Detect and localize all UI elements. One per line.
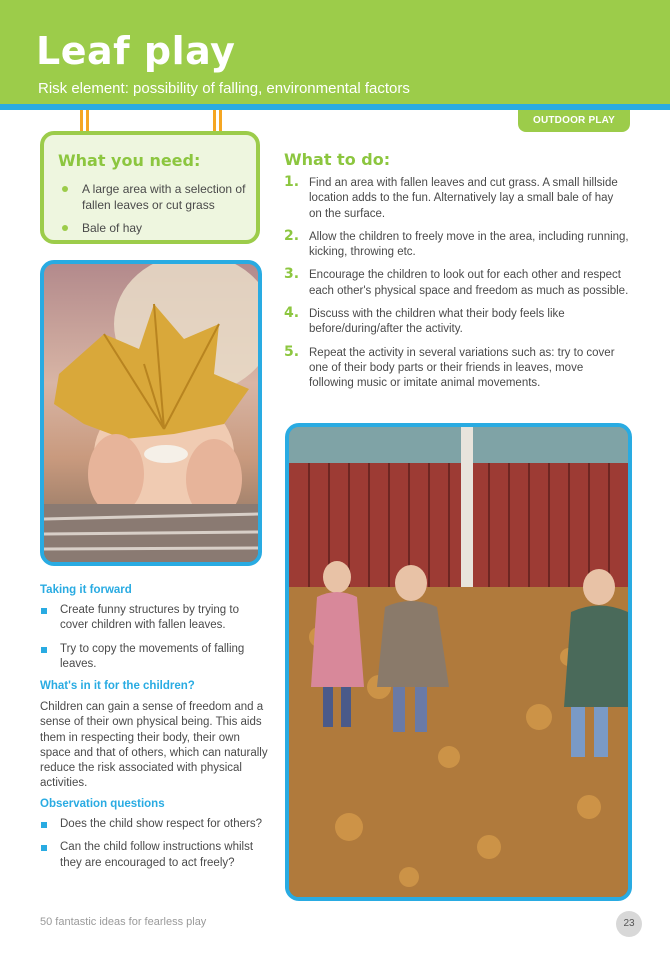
step-number: 4. xyxy=(284,305,300,322)
step-text: Discuss with the children what their body feels like before/during/after the activity. xyxy=(309,308,565,336)
hanger-string xyxy=(86,110,89,132)
whats-in-it-text: Children can gain a sense of freedom and a sense of their own physical being. This aids them in respecting their body, their own space and that of others, which can naturally reduce the risk associated with physical activities. xyxy=(40,701,268,790)
step-number: 2. xyxy=(284,227,300,244)
step-text: Repeat the activity in several variations such as: try to cover one of their body parts or their friends in leaves, move following music or imitate animal movements. xyxy=(309,346,615,390)
hanger-string xyxy=(219,110,222,132)
page-number: 23 xyxy=(616,911,642,937)
list-item: Bale of hay xyxy=(58,220,254,236)
children-in-leaves-illustration xyxy=(289,427,628,897)
what-you-need-box xyxy=(40,131,260,244)
step-text: Encourage the children to look out for each other and respect each other's physical space and freedom as much as possible. xyxy=(309,269,629,297)
observation-list xyxy=(40,817,265,879)
hanger-string xyxy=(213,110,216,132)
step-item xyxy=(284,227,629,261)
children-in-leaves-photo xyxy=(285,423,632,901)
what-you-need-list xyxy=(58,181,254,243)
list-item: Try to copy the movements of falling leaves. xyxy=(40,642,265,673)
step-text: Allow the children to freely move in the area, including running, kicking, throwing etc. xyxy=(309,230,629,259)
list-item: Create funny structures by trying to cover children with fallen leaves. xyxy=(40,603,265,634)
taking-it-forward-heading: Taking it forward xyxy=(40,584,132,596)
step-number: 3. xyxy=(284,266,300,283)
child-with-leaf-photo xyxy=(40,260,262,566)
step-item xyxy=(284,307,629,338)
what-you-need-heading: What you need: xyxy=(58,151,201,170)
category-badge: OUTDOOR PLAY xyxy=(518,110,630,132)
step-number: 5. xyxy=(284,343,300,360)
taking-it-forward-list xyxy=(40,603,265,680)
list-item: Can the child follow instructions whilst they are encouraged to act freely? xyxy=(40,840,265,871)
hanger-string xyxy=(80,110,83,132)
steps-list xyxy=(284,176,629,400)
child-with-leaf-illustration xyxy=(44,264,258,562)
step-number: 1. xyxy=(284,174,300,190)
step-item xyxy=(284,268,629,299)
page-title: Leaf play xyxy=(36,29,236,73)
what-to-do-heading: What to do: xyxy=(284,150,391,169)
list-item: Does the child show respect for others? xyxy=(40,817,265,832)
footer-text: 50 fantastic ideas for fearless play xyxy=(40,916,207,928)
step-item xyxy=(284,343,629,392)
step-item xyxy=(284,176,629,222)
page-subtitle: Risk element: possibility of falling, environmental factors xyxy=(38,80,410,97)
observation-heading: Observation questions xyxy=(40,798,165,810)
list-item: A large area with a selection of fallen leaves or cut grass xyxy=(58,181,254,213)
whats-in-it-heading: What's in it for the children? xyxy=(40,680,195,692)
step-text: Find an area with fallen leaves and cut grass. A small hillside location adds to the fun. Alternatively lay a small bale of hay on the surface. xyxy=(309,177,618,220)
